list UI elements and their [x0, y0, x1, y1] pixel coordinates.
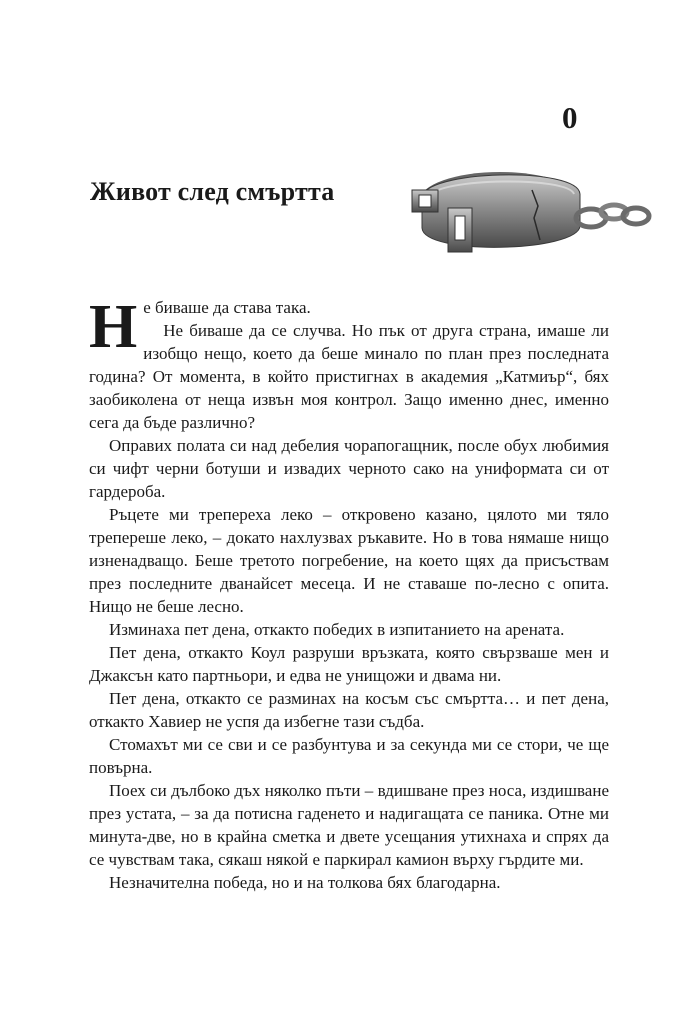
paragraph: Поех си дълбоко дъх няколко пъти – вдишване през носа, издишване през устата, – за да потисна гаденето и надигащата се паника. Отне ми минута-две, но в крайна сметка и двете усещания утихнаха и спрях да се чувствам така, сякаш някой е паркирал камион върху гърдите ми.	[89, 781, 609, 869]
paragraph: Пет дена, откакто се разминах на косъм със смъртта… и пет дена, откакто Хавиер не успя да избегне тази съдба.	[89, 689, 609, 731]
paragraph: Оправих полата си над дебелия чорапогащник, после обух любимия си чифт черни ботуши и извадих черното сако на униформата си от гардероба.	[89, 436, 609, 501]
chapter-number: 0	[562, 100, 578, 135]
paragraph	[89, 293, 609, 361]
chapter-title: Живот след смъртта	[90, 177, 335, 206]
paragraph: Ръцете ми трепереха леко – откровено казано, цялото ми тяло трепереше леко, – докато нахлузвах ръкавите. Но в това нямаше нищо изненадващо. Беше третото погребение, на което щях да присъствам през последните дванайсет месеца. И не ставаше по-лесно с опита. Нищо не беше лесно.	[89, 505, 609, 616]
paragraph-text: е биваше да става така.	[143, 298, 311, 317]
paragraph: Стомахът ми се сви и се разбунтува и за секунда ми се стори, че ще повърна.	[89, 735, 609, 777]
paragraph: Изминаха пет дена, откакто победих в изпитанието на арената.	[109, 620, 565, 639]
broken-shackle-chain-icon	[408, 160, 662, 260]
paragraph: Незначителна победа, но и на толкова бях благодарна.	[109, 873, 501, 892]
drop-cap: Н	[89, 293, 138, 361]
paragraph: Пет дена, откакто Коул разруши връзката, която свързваше мен и Джаксън като партньори, и едва не унищожи и двама ни.	[89, 643, 609, 685]
paragraph: Не биваше да се случва. Но пък от друга страна, имаше ли изобщо нещо, което да беше минало по план през последната година? От момента, в който пристигнах в академия „Катмиър“, бях заобиколена от неща извън моя контрол. Защо именно днес, именно сега да бъде различно?	[89, 321, 609, 432]
body-text	[89, 293, 609, 894]
